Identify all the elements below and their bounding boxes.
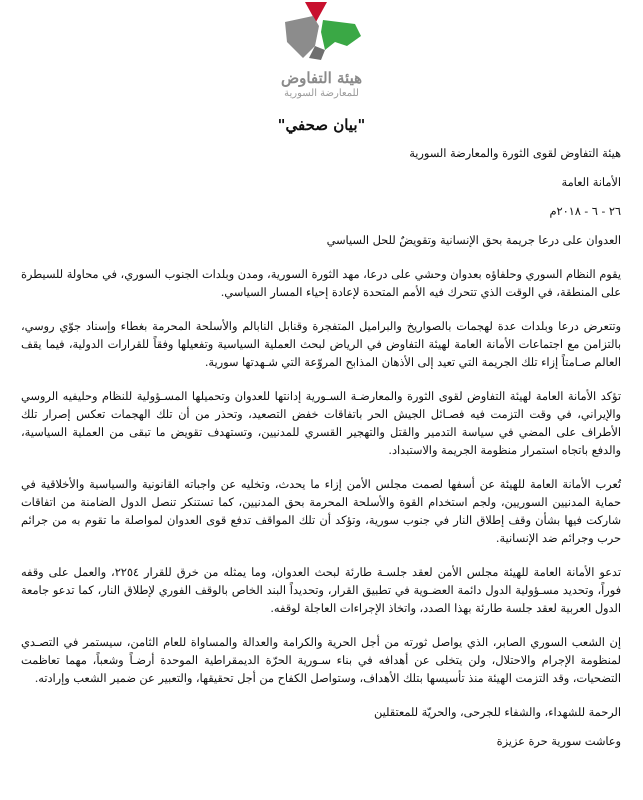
negotiation-commission-logo-icon	[267, 2, 377, 64]
date: ٢٦ - ٦ - ٢٠١٨م	[549, 205, 621, 218]
page-title: "بيان صحفي"	[277, 116, 366, 134]
paragraph-6: إن الشعب السوري الصابر، الذي يواصل ثورته من أجل الحرية والكرامة والعدالة والمساواة للعام الثامن، سيستمر في التصـدي لمنظومة الإجرام والاحتلال، ولن يتخلى عن أهدافه في بناء سـورية الحرّة الديمقراطية الموحدة أرضـاً وشعباً، مهما تعاظمت التضحيات، وقد التزمت الهيئة منذ تأسيسها بتلك الأهداف، وستواصل الكفاح من أجل تحقيقها، والتعبير عن ضمير الشعب وإرادته.	[21, 636, 621, 685]
paragraph-1: يقوم النظام السوري وحلفاؤه بعدوان وحشي على درعا، مهد الثورة السورية، ومدن وبلدات الجنوب السوري، في محاولة للسيطرة على المنطقة، في الوقت الذي تتحرك فيه الأمم المتحدة لإعادة إحياء المسار السياسي.	[21, 268, 621, 299]
paragraph-4: تُعرب الأمانة العامة للهيئة عن أسفها لصمت مجلس الأمن إزاء ما يحدث، وتخليه عن واجباته القانونية والسياسية والأخلاقية في حماية المدنيين السوريين، ولجم استخدام القوة والأسلحة المحرمة بحق المدنيين، كما تستنكر تنصل الدول الضامنة من اتفاقات شاركت فيها بشأن وقف إطلاق النار في جنوب سورية، وتؤكد أن تلك المواقف تدفع قوى العدوان لمواصلة ما تقوم به من جرائم حرب وجرائم ضد الإنسانية.	[21, 478, 621, 545]
department: الأمانة العامة	[561, 176, 621, 189]
closing-line-2: وعاشت سورية حرة عزيزة	[496, 735, 621, 748]
org-subtitle: للمعارضة السورية	[284, 88, 359, 99]
paragraph-2: وتتعرض درعا وبلدات عدة لهجمات بالصواريخ والبراميل المتفجرة وقنابل النابالم والأسلحة المحرمة بغطاء وإسناد جوّي روسي، بالتزامن مع اجتماعات الأمانة العامة لهيئة التفاوض في الرياض لبحث العملية السياسية وتفعيلها وفقاً للقرارات الدولية، فيما يقف العالم صـامتاً إزاء تلك الجريمة التي تعيد إلى الأذهان المذابح المروّعة التي شـهدتها سورية.	[21, 320, 621, 369]
closing-line-1: الرحمة للشهداء، والشفاء للجرحى، والحريّة للمعتقلين	[374, 706, 621, 719]
org-full-name: هيئة التفاوض لقوى الثورة والمعارضة السورية	[409, 147, 621, 160]
paragraph-5: تدعو الأمانة العامة للهيئة مجلس الأمن لعقد جلسـة طارئة لبحث العدوان، وما يمثله من خرق للقرار ٢٢٥٤، والعمل على وقفه فوراً، وتحديد مسـؤولية الدول دائمة العضـوية في تطبيق القرار، وتحديداً البند الخاص بالوقف الفوري لإطلاق النار، كما تدعو جامعة الدول العربية لعقد جلسة طارئة بهذا الصدد، واتخاذ الإجراءات العاجلة لوقفه.	[21, 566, 622, 615]
subject-line: العدوان على درعا جريمة بحق الإنسانية وتقويضٌ للحل السياسي	[326, 234, 621, 247]
paragraph-3: تؤكد الأمانة العامة لهيئة التفاوض لقوى الثورة والمعارضـة السـورية إدانتها للعدوان وتحميلها المسـؤولية للنظام وحليفيه الروسي والإيراني، في وقت التزمت فيه فصـائل الجيش الحر باتفاقات خفض التصعيد، وتحذر من أن تلك الهجمات تعكس إصرار تلك الأطراف على المضي في سياسة التدمير والقتل والتهجير القسري للمدنيين، وتستهدف تقويض ما تبقى من العملية السياسية، والدفع باتجاه استمرار منظومة الجريمة والاستبداد.	[21, 390, 621, 457]
org-name: هيئة التفاوض	[280, 69, 363, 87]
logo	[0, 2, 643, 104]
document-body	[21, 145, 621, 751]
